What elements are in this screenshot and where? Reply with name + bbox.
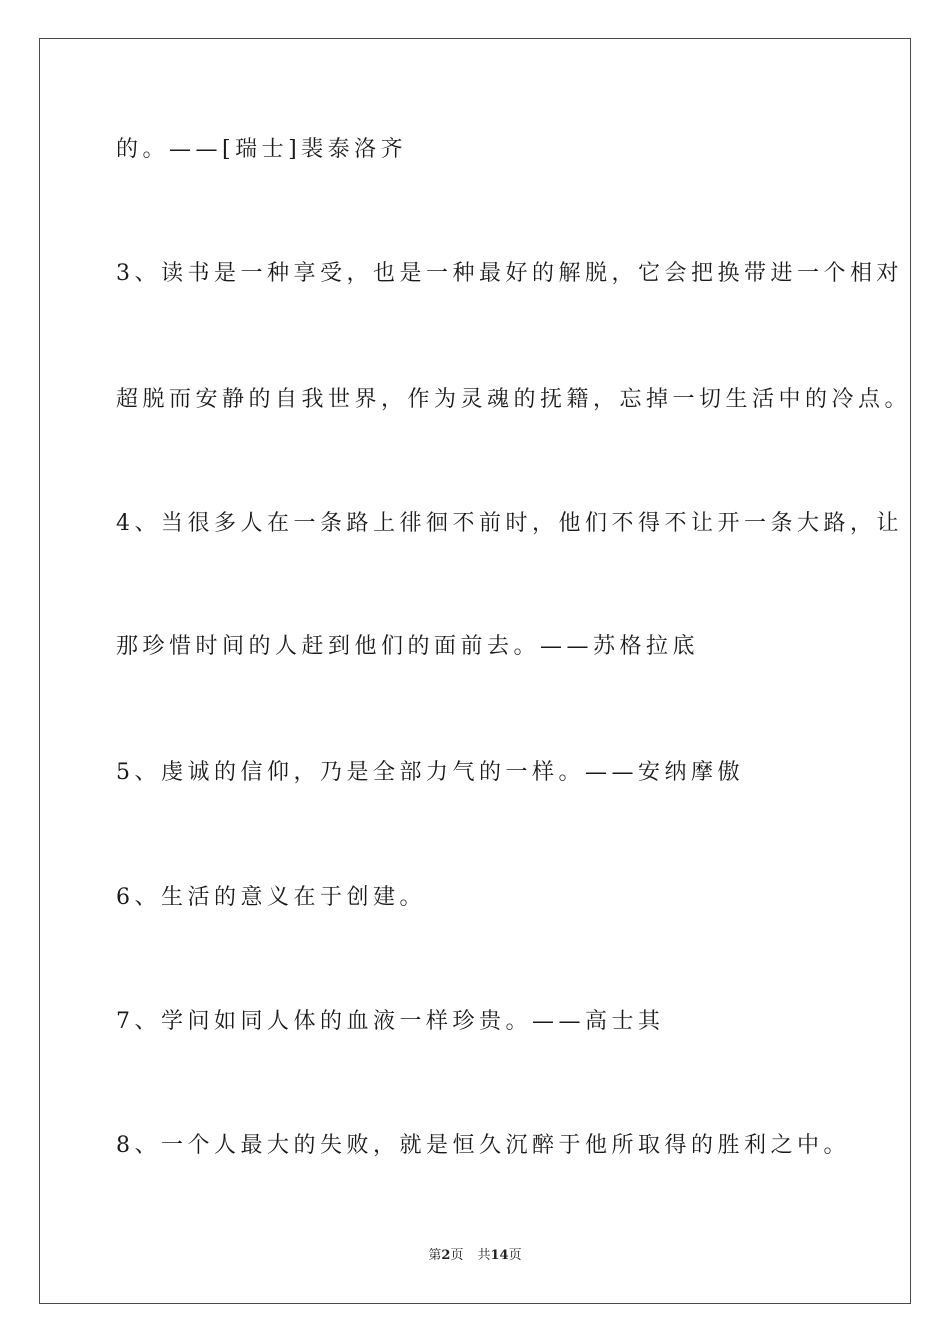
footer-page-total: 14 [490, 1248, 509, 1263]
footer-page-suffix: 页 [450, 1248, 464, 1263]
text-line-8: 7、学问如同人体的血液一样珍贵。——高士其 [116, 1009, 665, 1034]
text-line-7: 6、生活的意义在于创建。 [116, 885, 426, 910]
text-line-5: 那珍惜时间的人赶到他们的面前去。——苏格拉底 [116, 634, 700, 659]
text-line-2: 3、读书是一种享受，也是一种最好的解脱，它会把换带进一个相对 [116, 261, 903, 286]
text-line-6: 5、虔诚的信仰，乃是全部力气的一样。——安纳摩傲 [116, 760, 744, 785]
text-line-3: 超脱而安静的自我世界，作为灵魂的抚籍，忘掉一切生活中的冷点。 [116, 387, 912, 412]
text-line-4: 4、当很多人在一条路上徘徊不前时，他们不得不让开一条大路，让 [116, 511, 903, 536]
footer-total-suffix: 页 [508, 1248, 522, 1263]
page-border [39, 38, 911, 1304]
page-footer [0, 1247, 950, 1265]
text-line-1: 的。——[瑞士]裴泰洛齐 [116, 137, 408, 162]
footer-page-current: 2 [441, 1248, 451, 1263]
footer-page-prefix: 第 [428, 1248, 442, 1263]
footer-total-prefix: 共 [477, 1248, 491, 1263]
text-line-9: 8、一个人最大的失败，就是恒久沉醉于他所取得的胜利之中。 [116, 1133, 850, 1158]
